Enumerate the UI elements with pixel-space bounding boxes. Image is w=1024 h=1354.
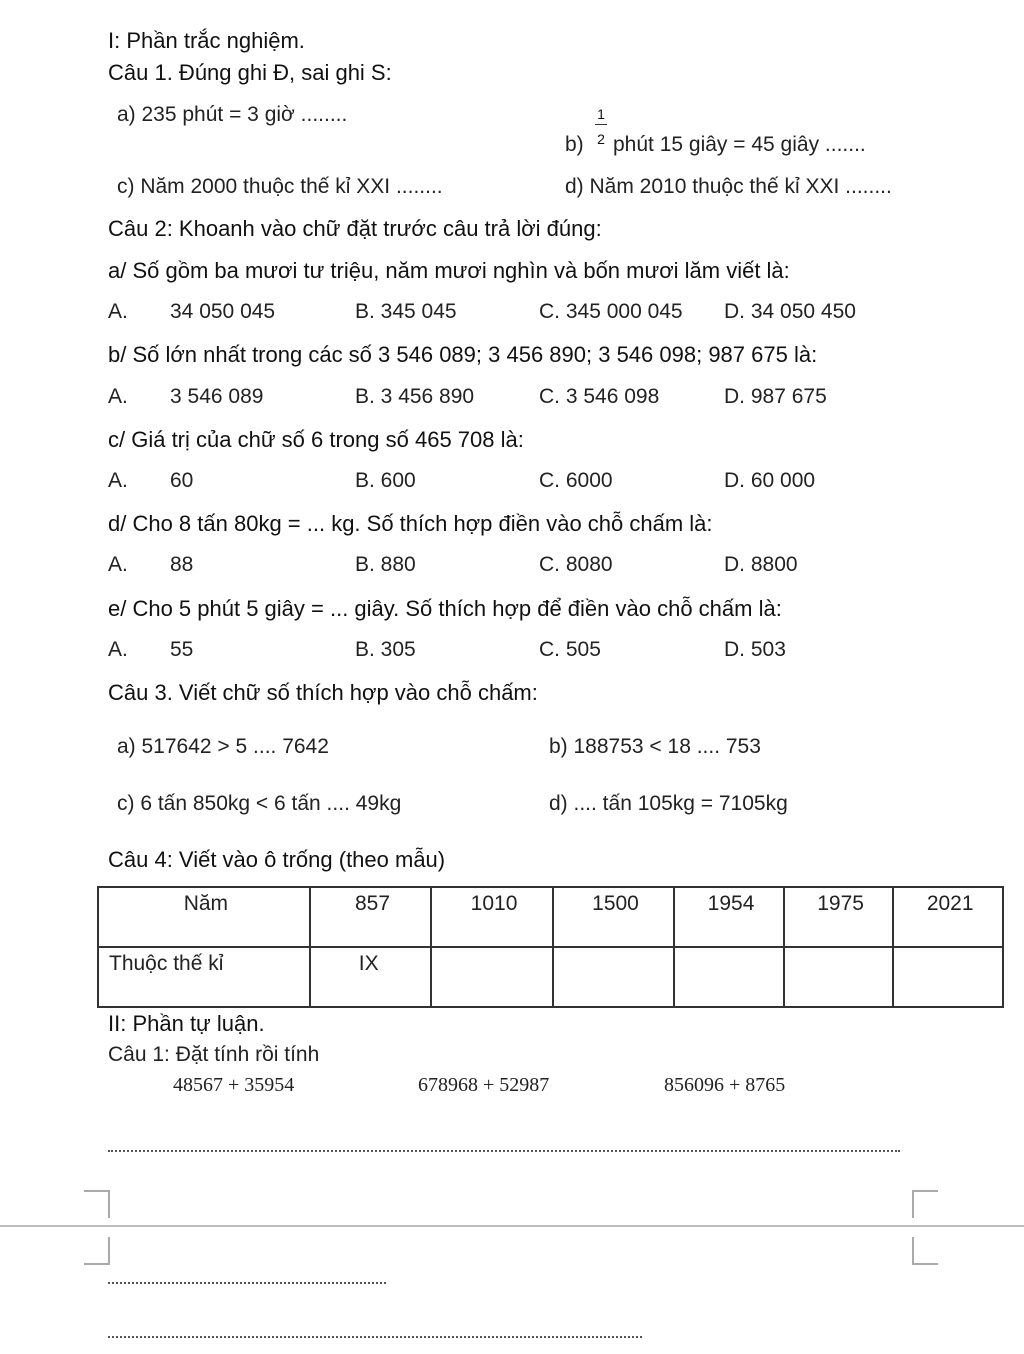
q1-statement-c: c) Năm 2000 thuộc thế kỉ XXI ........ [117,175,443,198]
q1-fraction-numerator: 1 [597,106,605,122]
q2e-option-d: D. 503 [724,638,786,661]
q2-question-e: e/ Cho 5 phút 5 giây = ... giây. Số thích hợp để điền vào chỗ chấm là: [108,596,782,621]
q3-title: Câu 3. Viết chữ số thích hợp vào chỗ chấm: [108,680,538,705]
q2d-option-b: B. 880 [355,553,416,576]
q2b-option-letter: A. [108,385,128,408]
q2-question-c: c/ Giá trị của chữ số 6 trong số 465 708 là: [108,427,524,452]
century-table [97,886,1004,1008]
essay-expression-1: 48567 + 35954 [173,1074,295,1096]
answer-dotted-line [108,1282,386,1284]
q2d-option-a: 88 [170,553,194,576]
q1-statement-b: phút 15 giây = 45 giây ....... [613,133,866,156]
q3-item-c: c) 6 tấn 850kg < 6 tấn .... 49kg [117,792,402,815]
part2-title: II: Phần tự luận. [108,1011,265,1036]
q2-title: Câu 2: Khoanh vào chữ đặt trước câu trả lời đúng: [108,216,602,241]
q1-title: Câu 1. Đúng ghi Đ, sai ghi S: [108,60,392,85]
table-header-label: Năm [98,887,310,947]
q3-item-a: a) 517642 > 5 .... 7642 [117,735,329,758]
table-year-cell: 2021 [893,887,1003,947]
table-century-cell[interactable] [893,947,1003,1007]
q2d-option-d: D. 8800 [724,553,798,576]
q1-fraction-denominator: 2 [597,131,605,147]
q3-item-d: d) .... tấn 105kg = 7105kg [549,792,788,815]
table-century-cell[interactable] [784,947,894,1007]
q2c-option-b: B. 600 [355,469,416,492]
table-year-cell: 1954 [674,887,784,947]
q2d-option-letter: A. [108,553,128,576]
table-century-cell[interactable] [674,947,784,1007]
q2c-option-letter: A. [108,469,128,492]
q2-question-d: d/ Cho 8 tấn 80kg = ... kg. Số thích hợp điền vào chỗ chấm là: [108,511,713,536]
q2e-option-b: B. 305 [355,638,416,661]
page-corner-marker [84,1190,110,1218]
q2e-option-a: 55 [170,638,194,661]
q2a-option-c: C. 345 000 045 [539,300,683,323]
page-corner-marker [912,1237,938,1265]
q1-statement-d: d) Năm 2010 thuộc thế kỉ XXI ........ [565,175,892,198]
table-row-label: Thuộc thế kỉ [98,947,310,1007]
q2b-option-a: 3 546 089 [170,385,264,408]
page-corner-marker [912,1190,938,1218]
q2-question-b: b/ Số lớn nhất trong các số 3 546 089; 3 456 890; 3 546 098; 987 675 là: [108,342,818,367]
q1-statement-a: a) 235 phút = 3 giờ ........ [117,103,348,126]
q4-title: Câu 4: Viết vào ô trống (theo mẫu) [108,847,446,872]
table-century-row [98,947,1003,1007]
q2a-option-letter: A. [108,300,128,323]
table-century-cell[interactable] [431,947,552,1007]
essay-q1-title: Câu 1: Đặt tính rồi tính [108,1043,320,1066]
q2e-option-letter: A. [108,638,128,661]
q2c-option-a: 60 [170,469,194,492]
table-year-cell: 1010 [431,887,552,947]
table-year-cell: 1500 [553,887,674,947]
table-century-cell[interactable] [553,947,674,1007]
q2c-option-d: D. 60 000 [724,469,816,492]
q2a-option-a: 34 050 045 [170,300,276,323]
essay-expression-2: 678968 + 52987 [418,1074,550,1096]
q2a-option-d: D. 34 050 450 [724,300,856,323]
q3-item-b: b) 188753 < 18 .... 753 [549,735,761,758]
q2d-option-c: C. 8080 [539,553,613,576]
table-century-cell[interactable]: IX [310,947,432,1007]
table-year-cell: 1975 [784,887,894,947]
q2b-option-d: D. 987 675 [724,385,827,408]
q2a-option-b: B. 345 045 [355,300,457,323]
essay-expression-3: 856096 + 8765 [664,1074,786,1096]
page-corner-marker [84,1237,110,1265]
table-year-cell: 857 [310,887,432,947]
page-break-line [0,1225,1024,1227]
part1-title: I: Phần trắc nghiệm. [108,28,305,53]
q2-question-a: a/ Số gồm ba mươi tư triệu, năm mươi nghìn và bốn mươi lăm viết là: [108,258,790,283]
q1-statement-b-prefix: b) [565,133,584,156]
answer-dotted-line [108,1336,642,1338]
fraction-bar [595,124,607,125]
q2e-option-c: C. 505 [539,638,601,661]
q2b-option-c: C. 3 546 098 [539,385,660,408]
answer-dotted-line [108,1150,900,1152]
table-header-row [98,887,1003,947]
q2b-option-b: B. 3 456 890 [355,385,475,408]
q2c-option-c: C. 6000 [539,469,613,492]
